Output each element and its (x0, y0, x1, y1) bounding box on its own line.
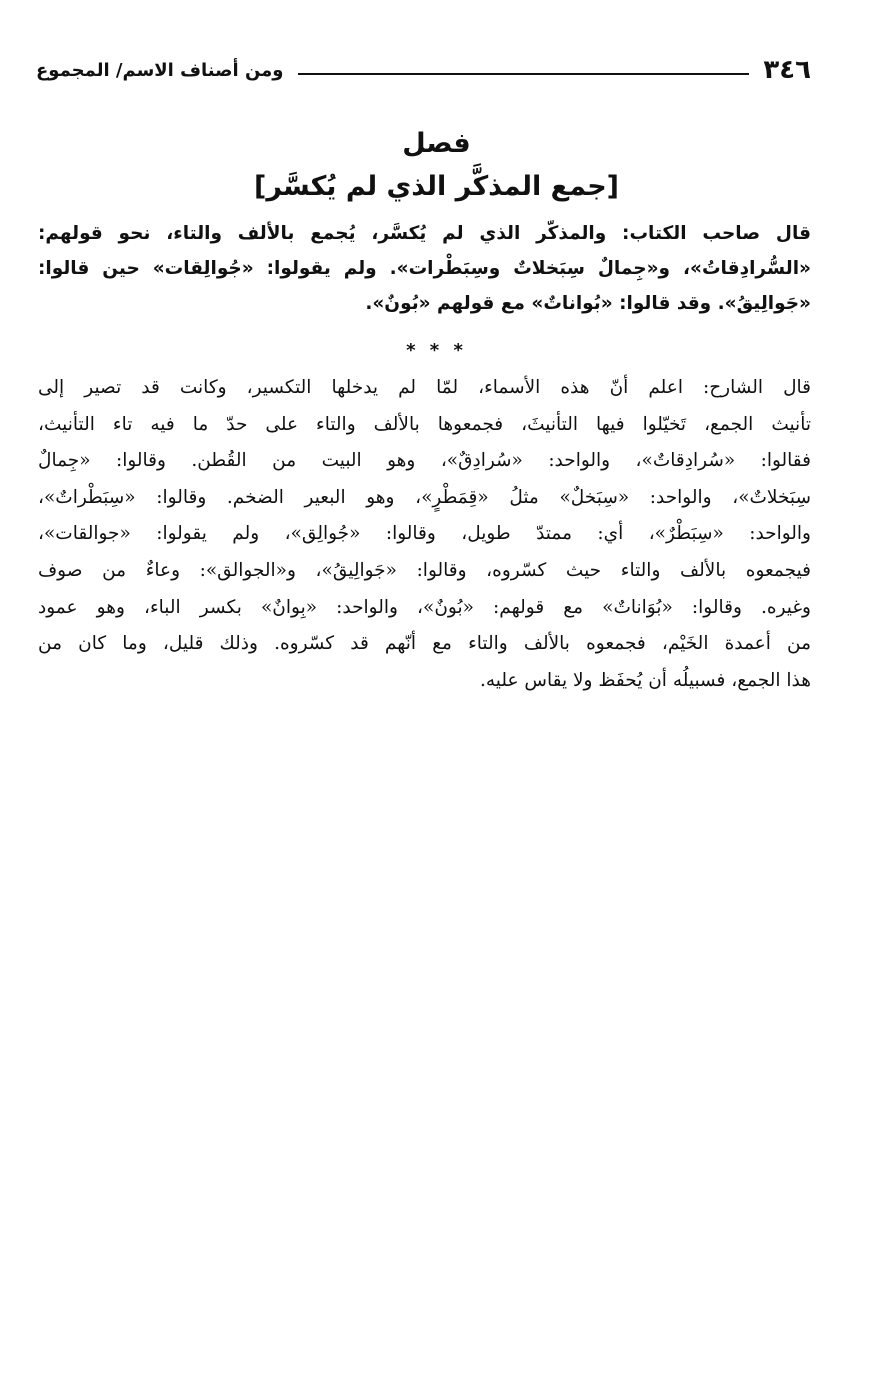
section-title: فصل (402, 128, 471, 159)
sharh-line: وغيره. وقالوا: «بُوَاناتٌ» مع قولهم: «بُونٌ»، والواحد: «بِوانٌ» بكسر الباء، وهو عمود (38, 596, 811, 618)
running-header (36, 52, 811, 88)
matn-line: «السُّرادِقاتُ»، و«جِمالٌ سِبَخلاتٌ وسِبَطْرات». ولم يقولوا: «جُوالِقات» حين قالوا: (38, 258, 811, 279)
sharh-line: قال الشارح: اعلم أنّ هذه الأسماء، لمّا لم يدخلها التكسير، وكانت قد تصير إلى (38, 377, 811, 398)
page-number: ٣٤٦ (763, 55, 811, 85)
matn-line: قال صاحب الكتاب: والمذكّر الذي لم يُكسَّر، يُجمع بالألف والتاء، نحو قولهم: (38, 223, 811, 244)
section-subtitle: [جمع المذكَّر الذي لم يُكسَّر] (253, 171, 620, 202)
matn-paragraph (38, 216, 811, 321)
sharh-line: فيجمعوه بالألف والتاء حيث كسّروه، وقالوا: «جَوالِيقُ»، و«الجوالق»: وعاءٌ من صوف (38, 559, 811, 581)
sharh-line: هذا الجمع، فسبيلُه أن يُحفَظ ولا يقاس عليه. (479, 669, 811, 691)
matn-line: «جَوالِيقُ». وقد قالوا: «بُواناتٌ» مع قولهم «بُونٌ». (365, 293, 811, 314)
running-title: ومن أصناف الاسم/ المجموع (36, 59, 284, 81)
sharh-line: تأنيث الجمع، تَخيّلوا فيها التأنيثَ، فجمعوها بالألف والتاء على حدّ ما فيه تاء التأنيث، (38, 413, 811, 435)
sharh-line: فقالوا: «سُرادِقاتٌ»، والواحد: «سُرادِقٌ»، وهو البيت من القُطن. وقالوا: «جِمالٌ (38, 450, 811, 472)
sharh-line: من أعمدة الخَيْم، فجمعوه بالألف والتاء مع أنّهم قد كسّروه. وذلك قليل، وما كان من (38, 633, 811, 655)
section-separator: * * * (406, 340, 467, 361)
sharh-line: والواحد: «سِبَطْرٌ»، أي: ممتدّ طويل، وقالوا: «جُوالِق»، ولم يقولوا: «جوالقات»، (38, 523, 811, 545)
header-rule (298, 73, 750, 75)
sharh-paragraph (38, 370, 811, 699)
sharh-line: سِبَخلاتٌ»، والواحد: «سِبَخلٌ» مثلُ «قِمَطْرٍ»، وهو البعير الضخم. وقالوا: «سِبَطْراتٌ»، (38, 486, 811, 508)
